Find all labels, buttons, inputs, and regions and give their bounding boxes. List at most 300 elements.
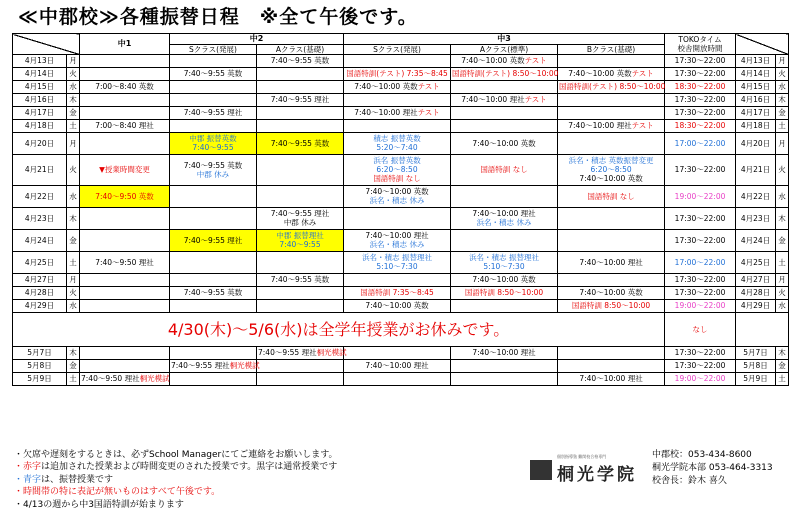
day-cell: 水 [67, 299, 80, 312]
header-chu1: 中1 [80, 34, 170, 55]
cell-c3a [451, 93, 558, 106]
day-cell: 金 [776, 229, 789, 251]
cell-toko [665, 67, 736, 80]
date-cell: 4月21日 [736, 154, 776, 185]
cell-text: 7:40～10:00 理社 [365, 231, 429, 241]
cell-c3b [558, 251, 665, 273]
holiday-message: 4/30(木)～5/6(水)は全学年授業がお休みです。 [13, 312, 665, 346]
note-line: ・欠席や遅刻をするときは、必ずSchool Managerにてご連絡をお願いします。 [14, 450, 338, 460]
cell-c1 [80, 132, 170, 154]
cell-text: 国語特訓 7:35～8:45 [360, 288, 434, 298]
day-cell: 火 [67, 67, 80, 80]
date-cell: 4月17日 [736, 106, 776, 119]
cell-c2s [170, 67, 257, 80]
date-cell: 4月20日 [736, 132, 776, 154]
cell-c3s [344, 106, 451, 119]
cell-c3a [451, 251, 558, 273]
cell-c1 [80, 273, 170, 286]
cell-c3b [558, 54, 665, 67]
cell-c2a [257, 372, 344, 385]
cell-c3b [558, 67, 665, 80]
cell-c2s [170, 229, 257, 251]
cell-text: 中郡 振替理社 [276, 231, 324, 241]
header-chu3_s: Sクラス(発展) [344, 44, 451, 54]
day-cell: 木 [776, 207, 789, 229]
cell-c1 [80, 106, 170, 119]
schedule-row [13, 207, 789, 229]
cell-text: 17:30～22:00 [674, 165, 726, 175]
date-cell: 4月27日 [736, 273, 776, 286]
cell-c2a [257, 67, 344, 80]
cell-c2s [170, 273, 257, 286]
schedule-row [13, 251, 789, 273]
cell-c3s [344, 299, 451, 312]
cell-text: 7:40～9:55 理社 [183, 108, 243, 118]
day-cell: 金 [776, 359, 789, 372]
day-cell: 水 [67, 80, 80, 93]
cell-c3s [344, 359, 451, 372]
cell-c3a [451, 185, 558, 207]
cell-toko [665, 185, 736, 207]
cell-toko [665, 93, 736, 106]
header-chu2: 中2 [170, 34, 344, 45]
cell-toko [665, 54, 736, 67]
cell-toko [665, 119, 736, 132]
cell-c3s [344, 207, 451, 229]
cell-text: 浜名 振替英数 [373, 156, 421, 166]
cell-text: 7:40～9:55 英数 [270, 275, 330, 285]
cell-toko [665, 132, 736, 154]
cell-toko [665, 251, 736, 273]
cell-c3s [344, 286, 451, 299]
cell-c2a [257, 119, 344, 132]
cell-text: 7:40～10:00 英数 [365, 301, 429, 311]
cell-text: 7:40～10:00 理社 [579, 374, 643, 384]
cell-text: 7:40～10:00 英数 [472, 138, 536, 148]
holiday-toko: なし [665, 312, 736, 346]
schedule-table [12, 33, 789, 386]
date-cell: 4月27日 [13, 273, 67, 286]
day-cell: 金 [67, 229, 80, 251]
cell-text: 国語特訓 なし [587, 191, 635, 201]
cell-c2s [170, 185, 257, 207]
cell-text: 7:40～10:00 英数 [365, 187, 429, 197]
cell-c3s [344, 372, 451, 385]
note-text: は追加された授業および時間変更のされた授業です。黒字は通常授業です [41, 462, 338, 473]
cell-toko [665, 299, 736, 312]
cell-c2s [170, 80, 257, 93]
cell-text: 5:10～7:30 [483, 262, 525, 272]
date-cell: 4月29日 [13, 299, 67, 312]
day-cell: 土 [776, 251, 789, 273]
cell-c3a [451, 106, 558, 119]
date-cell: 4月23日 [736, 207, 776, 229]
cell-text: 7:40～10:00 英数 [354, 82, 418, 92]
cell-text: テスト [524, 95, 547, 105]
contact-line: 桐光学院本部 053-464-3313 [652, 463, 773, 474]
cell-text: 17:30～22:00 [674, 69, 726, 79]
date-cell: 4月25日 [736, 251, 776, 273]
cell-c1 [80, 251, 170, 273]
cell-text: 7:40～10:00 英数 [579, 174, 643, 184]
date-cell: 4月24日 [13, 229, 67, 251]
school-logo [530, 454, 637, 485]
cell-text: 7:40～9:55 英数 [183, 69, 243, 79]
cell-text: 17:30～22:00 [674, 275, 726, 285]
cell-c3b [558, 286, 665, 299]
cell-c2a [257, 185, 344, 207]
schedule-row [13, 229, 789, 251]
cell-text: 7:40～10:00 理社 [472, 348, 536, 358]
day-cell: 火 [67, 286, 80, 299]
cell-c1 [80, 359, 170, 372]
cell-text: 7:40～9:55 英数 [270, 56, 330, 66]
cell-text: 17:30～22:00 [674, 235, 726, 245]
note-text: は、振替授業です [41, 474, 114, 485]
cell-c3a [451, 207, 558, 229]
day-cell: 木 [776, 93, 789, 106]
cell-text: 中郡 休み [283, 218, 317, 228]
cell-text: 17:30～22:00 [674, 108, 726, 118]
cell-text: 7:40～9:50 理社 [81, 374, 140, 384]
schedule-row [13, 346, 789, 359]
cell-text: 17:30～22:00 [674, 288, 726, 298]
contact-info [652, 449, 773, 488]
schedule-row [13, 154, 789, 185]
schedule-row [13, 80, 789, 93]
date-cell: 4月18日 [13, 119, 67, 132]
cell-c2s [170, 119, 257, 132]
cell-c1 [80, 207, 170, 229]
cell-c3a [451, 359, 558, 372]
date-cell: 4月15日 [13, 80, 67, 93]
schedule-row [13, 67, 789, 80]
day-cell: 木 [67, 207, 80, 229]
header-row [13, 34, 789, 45]
cell-text: 桐光模試 [139, 374, 170, 384]
day-cell: 火 [776, 154, 789, 185]
cell-c3s [344, 273, 451, 286]
date-cell: 4月28日 [736, 286, 776, 299]
cell-text: TOKOタイム [678, 34, 722, 44]
cell-c2s [170, 372, 257, 385]
note-line [14, 474, 337, 486]
cell-text: 7:40～9:50 英数 [95, 191, 154, 201]
cell-c3s [344, 54, 451, 67]
date-cell: 4月20日 [13, 132, 67, 154]
cell-c2a [257, 229, 344, 251]
day-cell: 水 [776, 299, 789, 312]
cell-text: 7:40～9:55 英数 [183, 288, 243, 298]
date-cell: 4月29日 [736, 299, 776, 312]
cell-text: 5:10～7:30 [376, 262, 418, 272]
cell-text: 国語特訓 8:50～10:00 [571, 301, 651, 311]
cell-text: 7:40～9:55 英数 [183, 160, 243, 170]
date-cell: 4月17日 [13, 106, 67, 119]
cell-c3a [451, 299, 558, 312]
cell-text: 7:40～10:00 英数 [568, 69, 632, 79]
cell-c3a [451, 132, 558, 154]
cell-text: テスト [417, 108, 440, 118]
date-cell: 4月18日 [736, 119, 776, 132]
cell-c3a [451, 229, 558, 251]
cell-text: テスト [524, 56, 547, 66]
schedule-row [13, 185, 789, 207]
header-chu3: 中3 [344, 34, 665, 45]
cell-toko [665, 372, 736, 385]
cell-c3s [344, 229, 451, 251]
cell-text: 7:40～10:00 英数 [579, 288, 643, 298]
cell-c1 [80, 229, 170, 251]
cell-c3b [558, 229, 665, 251]
cell-text: 17:30～22:00 [674, 361, 726, 371]
day-cell: 水 [67, 185, 80, 207]
cell-c1 [80, 286, 170, 299]
cell-c3b [558, 359, 665, 372]
cell-toko [665, 286, 736, 299]
cell-text: 国語特訓 なし [373, 174, 421, 184]
cell-text: 17:00～22:00 [674, 257, 726, 267]
day-cell: 土 [776, 372, 789, 385]
cell-text: 17:00～22:00 [674, 138, 726, 148]
date-cell: 5月7日 [736, 346, 776, 359]
day-cell: 木 [776, 346, 789, 359]
cell-text: 7:40～9:55 理社 [270, 209, 330, 219]
cell-c1 [80, 119, 170, 132]
date-cell: 5月9日 [736, 372, 776, 385]
cell-c3b [558, 106, 665, 119]
logo-icon [530, 460, 552, 480]
cell-text: 7:40～10:00 理社 [579, 257, 643, 267]
cell-c2a [257, 154, 344, 185]
cell-text: 19:00～22:00 [674, 301, 726, 311]
note-red-label: ・赤字 [14, 462, 42, 473]
cell-c1 [80, 299, 170, 312]
cell-c2s [170, 299, 257, 312]
cell-text: 桐光模試 [229, 361, 260, 371]
cell-c3a [451, 67, 558, 80]
cell-c3s [344, 132, 451, 154]
cell-c3b [558, 273, 665, 286]
cell-c3b [558, 93, 665, 106]
cell-c2s [170, 132, 257, 154]
contact-line: 校舎長：鈴木 喜久 [652, 476, 727, 487]
cell-c3b [558, 207, 665, 229]
cell-c3b [558, 185, 665, 207]
cell-text: 7:00～8:40 理社 [95, 121, 154, 131]
cell-text: 7:40～10:00 英数 [472, 275, 536, 285]
cell-c2s [170, 54, 257, 67]
day-cell: 土 [67, 119, 80, 132]
date-cell: 5月7日 [13, 346, 67, 359]
cell-toko [665, 80, 736, 93]
cell-c3s [344, 154, 451, 185]
cell-text: 19:00～22:00 [674, 374, 726, 384]
schedule-row [13, 106, 789, 119]
cell-text: 国語特訓 8:50～10:00 [464, 288, 544, 298]
cell-text: 浜名・積志 休み [476, 218, 532, 228]
cell-toko [665, 106, 736, 119]
cell-text: 校舎開放時間 [677, 43, 723, 53]
schedule-row [13, 273, 789, 286]
date-cell: 4月13日 [736, 54, 776, 67]
notes [14, 449, 337, 511]
cell-c1 [80, 185, 170, 207]
cell-c2a [257, 299, 344, 312]
day-cell: 木 [67, 93, 80, 106]
cell-c2a [257, 93, 344, 106]
cell-toko [665, 273, 736, 286]
header-toko [665, 34, 736, 55]
cell-text: 17:30～22:00 [674, 348, 726, 358]
cell-c3a [451, 154, 558, 185]
cell-text: 7:40～9:55 理社 [171, 361, 230, 371]
schedule-row [13, 286, 789, 299]
holiday-row [13, 312, 789, 346]
cell-text: 7:40～10:00 理社 [568, 121, 632, 131]
cell-toko [665, 346, 736, 359]
cell-text: 浜名・積志 英数振替変更 [568, 156, 654, 166]
cell-text: 17:30～22:00 [674, 213, 726, 223]
note-blue-label: ・青字 [14, 474, 42, 485]
cell-text: 17:30～22:00 [674, 95, 726, 105]
cell-text: 5:20～7:40 [376, 143, 418, 153]
cell-text: 7:40～10:00 理社 [461, 95, 525, 105]
cell-text: 7:40～10:00 理社 [354, 108, 418, 118]
logo-name: 桐光学院 [557, 465, 637, 485]
cell-c3a [451, 346, 558, 359]
cell-c2a [257, 251, 344, 273]
cell-text: 浜名・積志 休み [369, 196, 425, 206]
cell-c3a [451, 273, 558, 286]
cell-text: 国語特訓 なし [480, 165, 528, 175]
contact-line: 中郡校：053-434-8600 [652, 450, 752, 460]
cell-c3b [558, 119, 665, 132]
day-cell: 月 [776, 273, 789, 286]
note-line [14, 461, 337, 473]
day-cell: 金 [67, 359, 80, 372]
date-cell: 4月28日 [13, 286, 67, 299]
day-cell: 火 [776, 286, 789, 299]
cell-c1 [80, 346, 170, 359]
day-cell: 月 [776, 54, 789, 67]
date-cell: 4月14日 [736, 67, 776, 80]
cell-c2a [257, 286, 344, 299]
day-cell: 金 [776, 106, 789, 119]
day-cell: 土 [776, 119, 789, 132]
day-cell: 火 [776, 67, 789, 80]
cell-c2s [170, 106, 257, 119]
date-cell: 4月21日 [13, 154, 67, 185]
day-cell: 金 [67, 106, 80, 119]
day-cell: 土 [67, 251, 80, 273]
day-cell: 土 [67, 372, 80, 385]
cell-c2a [257, 54, 344, 67]
header-chu2_s: Sクラス(発展) [170, 44, 257, 54]
cell-text: テスト [631, 121, 654, 131]
schedule-row [13, 119, 789, 132]
cell-c2s [170, 93, 257, 106]
cell-c1 [80, 80, 170, 93]
date-cell: 4月16日 [13, 93, 67, 106]
date-cell: 5月8日 [736, 359, 776, 372]
cell-c3s [344, 80, 451, 93]
cell-c1 [80, 372, 170, 385]
cell-text: 18:30～22:00 [674, 121, 726, 131]
cell-c2a [257, 80, 344, 93]
cell-text: 7:40～9:55 理社 [258, 348, 317, 358]
cell-text: 18:30～22:00 [674, 82, 726, 92]
cell-c3a [451, 286, 558, 299]
cell-c3s [344, 67, 451, 80]
cell-text: 中郡 振替英数 [189, 134, 237, 144]
date-cell: 4月23日 [13, 207, 67, 229]
cell-text: 7:40～10:00 英数 [461, 56, 525, 66]
schedule-row [13, 372, 789, 385]
cell-c2s [170, 207, 257, 229]
day-cell: 月 [67, 54, 80, 67]
schedule-row [13, 359, 789, 372]
holiday-blank [736, 312, 789, 346]
cell-c2s [170, 346, 257, 359]
cell-text: 浜名・積志 振替理社 [469, 253, 539, 263]
cell-c2a [257, 106, 344, 119]
date-cell: 4月14日 [13, 67, 67, 80]
cell-text: 国語特訓(テスト) 7:35～8:45 [346, 69, 448, 79]
cell-text: 積志 振替英数 [373, 134, 421, 144]
cell-toko [665, 154, 736, 185]
day-cell: 木 [67, 346, 80, 359]
cell-c3s [344, 93, 451, 106]
day-cell: 月 [67, 132, 80, 154]
cell-c3s [344, 119, 451, 132]
date-cell: 4月15日 [736, 80, 776, 93]
cell-toko [665, 207, 736, 229]
cell-text: テスト [417, 82, 440, 92]
cell-c2a [257, 207, 344, 229]
cell-text: 7:40～9:50 理社 [95, 257, 154, 267]
cell-c3b [558, 154, 665, 185]
cell-c3s [344, 185, 451, 207]
cell-text: 7:40～9:55 [279, 240, 321, 250]
date-cell: 5月9日 [13, 372, 67, 385]
cell-text: 7:40～9:55 英数 [270, 138, 330, 148]
corner-cell [13, 34, 80, 55]
cell-text: 7:40～9:55 理社 [270, 95, 330, 105]
cell-text: テスト [631, 69, 654, 79]
cell-text: 6:20～8:50 [590, 165, 632, 175]
day-cell: 水 [776, 80, 789, 93]
cell-text: 国語特訓(テスト) 8:50～10:00 [559, 82, 666, 92]
date-cell: 4月22日 [13, 185, 67, 207]
cell-text: 7:40～9:55 理社 [183, 235, 243, 245]
cell-text: 17:30～22:00 [674, 56, 726, 66]
date-cell: 4月24日 [736, 229, 776, 251]
cell-c2s [170, 154, 257, 185]
date-cell: 4月16日 [736, 93, 776, 106]
date-cell: 4月25日 [13, 251, 67, 273]
schedule-row [13, 299, 789, 312]
note-line: ・4/13の週から中3国語特訓が始まります [14, 499, 184, 510]
cell-text: 浜名・積志 休み [369, 240, 425, 250]
cell-text: 桐光模試 [316, 348, 347, 358]
cell-c1 [80, 54, 170, 67]
cell-text: 浜名・積志 振替理社 [362, 253, 432, 263]
cell-c3a [451, 80, 558, 93]
cell-c3a [451, 119, 558, 132]
cell-text: 6:20～8:50 [376, 165, 418, 175]
corner-cell [736, 34, 789, 55]
